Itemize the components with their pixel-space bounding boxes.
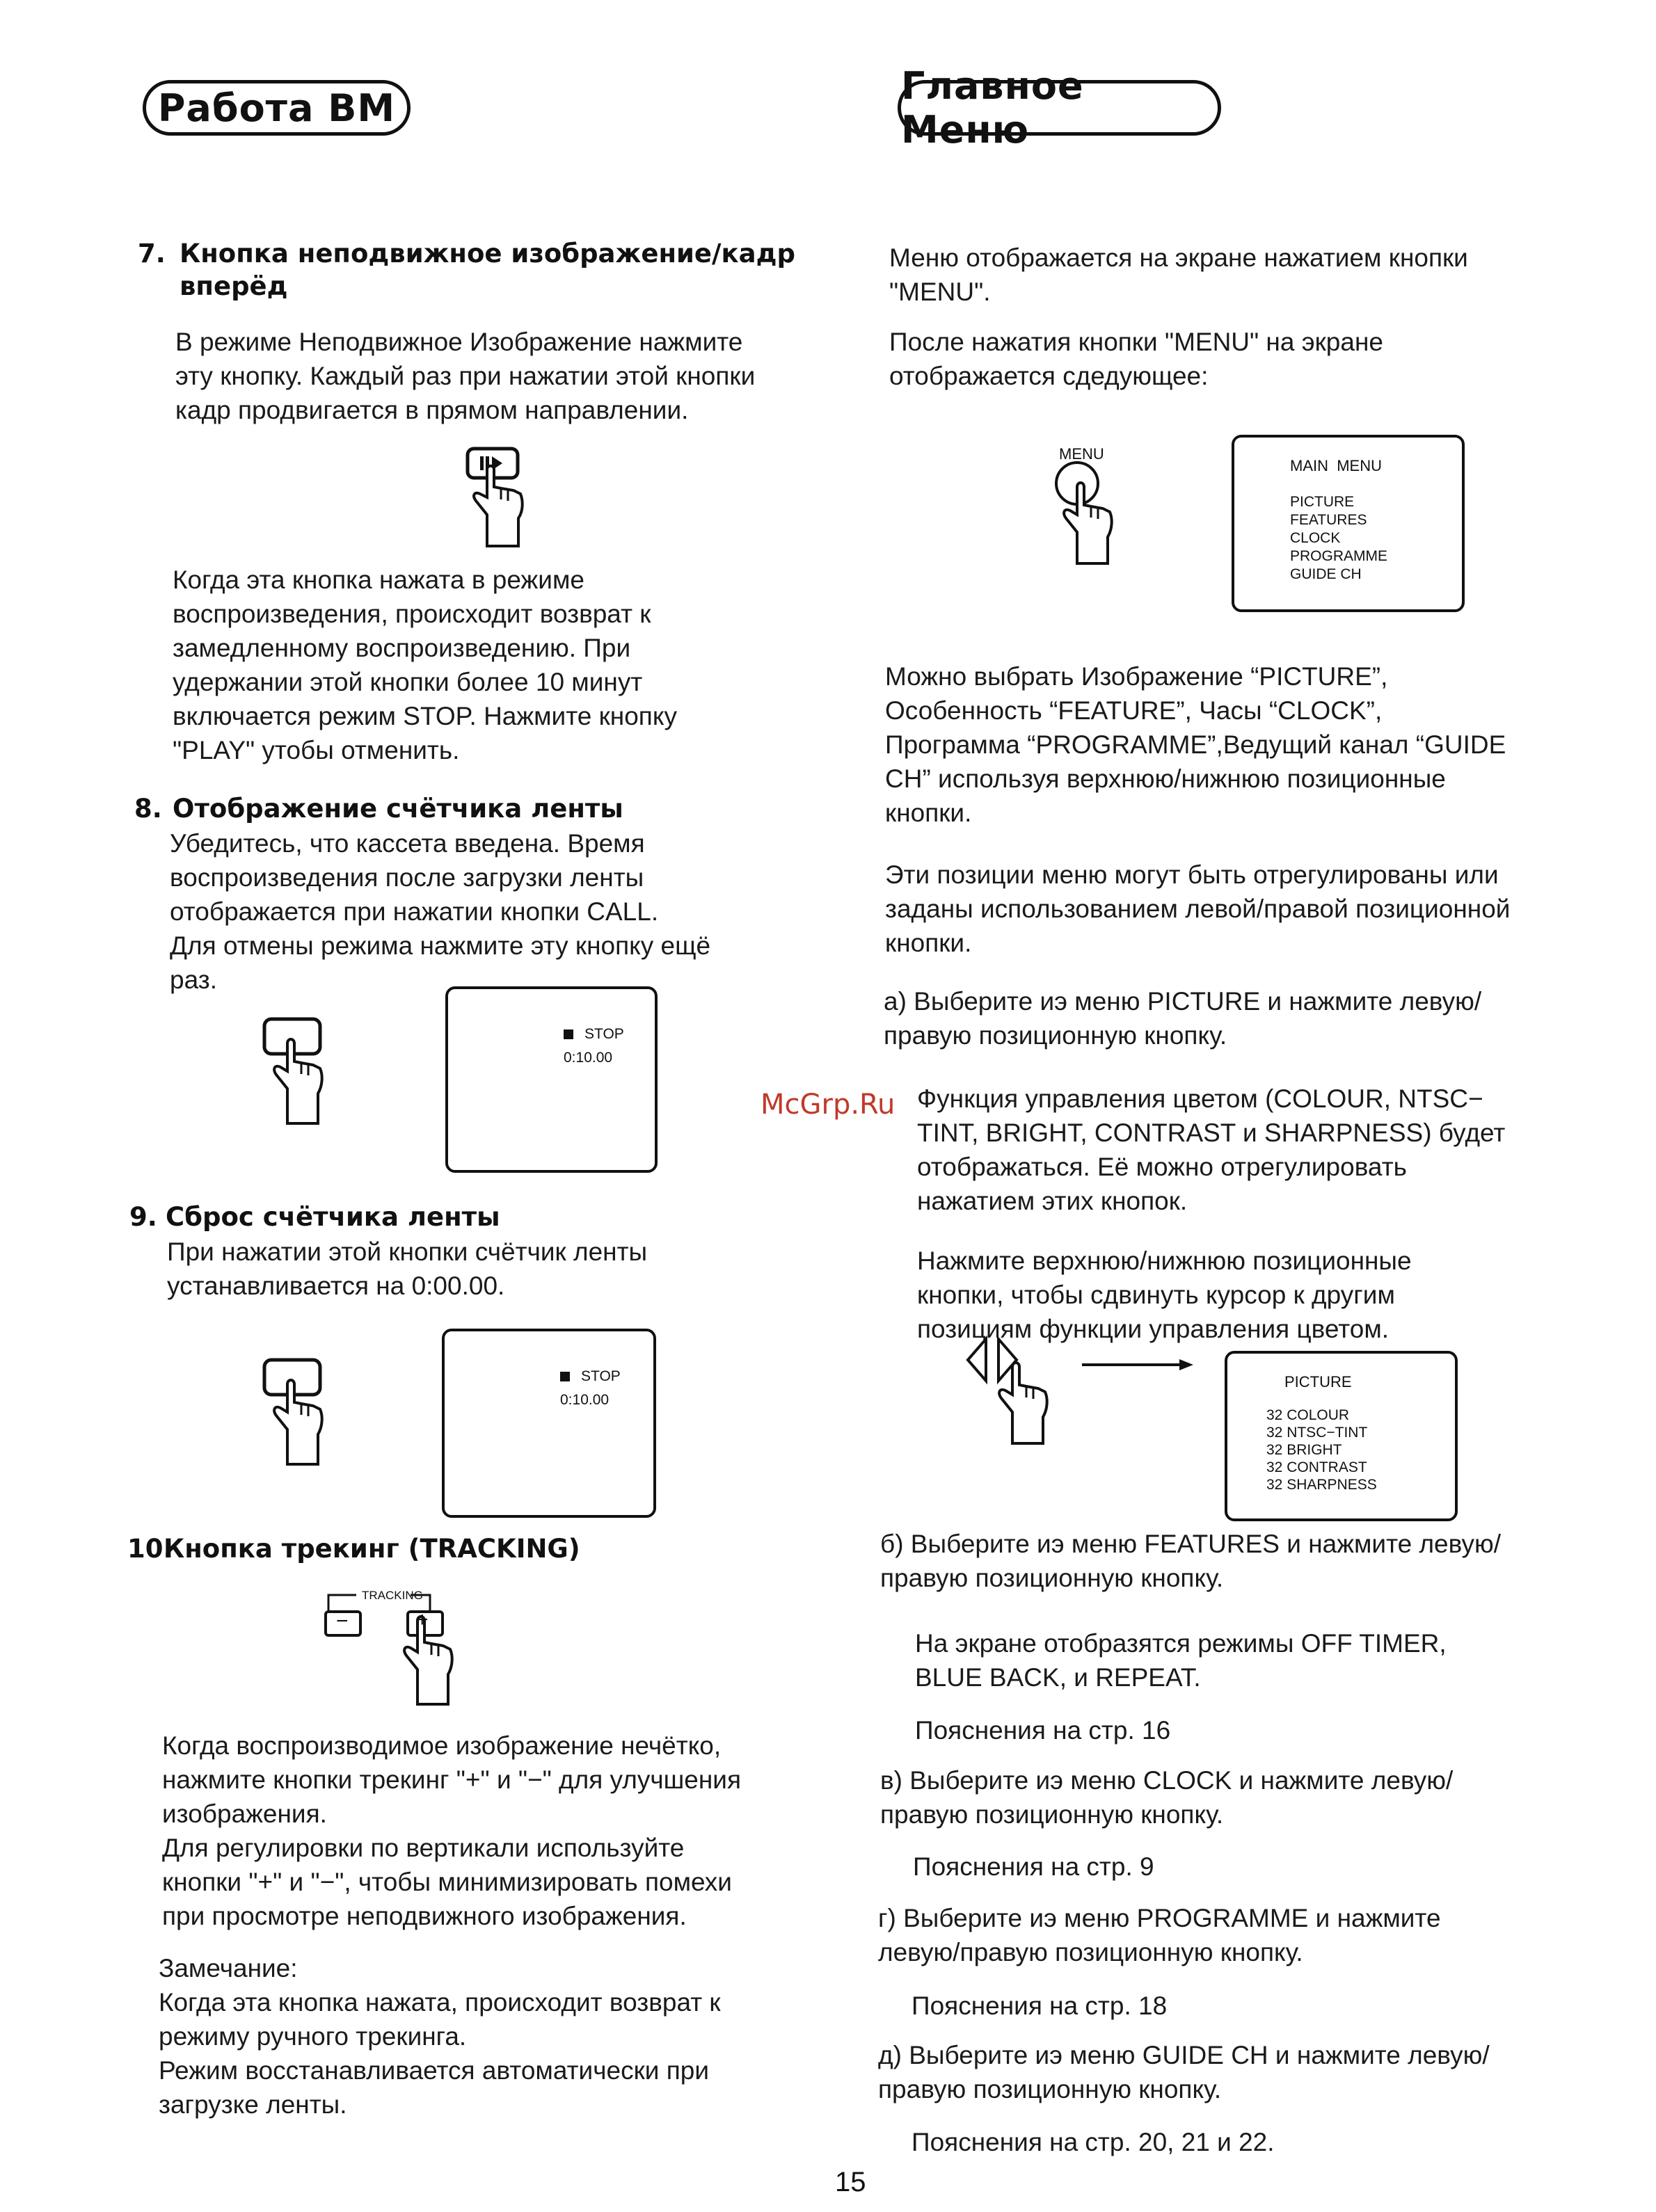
s7-title-line1: Кнопка неподвижное изображение/кадр [180,239,795,269]
call-button-diagram [261,1016,337,1127]
still-advance-button-diagram [459,445,543,550]
arrow-head [1179,1359,1193,1370]
s8-paragraph-1: Убедитесь, что кассета введена. Время воспроизведения после загрузки ленты отображается при нажатии кнопки CALL. Для отмены режима нажмите эту кнопку ещё раз. [170,829,711,994]
item-b: б) Выберите иэ меню FEATURES и нажмите левую/ правую позиционную кнопку. [880,1530,1501,1592]
main-menu-title: MAIN MENU [1290,457,1382,474]
section-header-right [898,64,1221,152]
s10-paragraph-2: Замечание: Когда эта кнопка нажата, происходит возврат к режиму ручного трекинга. Режим восстанавливается автоматически при загрузке ленты. [159,1954,721,2119]
hand-icon [999,1363,1047,1443]
s7-paragraph-2: Когда эта кнопка нажата в режиме воспроизведения, происходит возврат к замедленному воспроизведению. При удержании этой кнопки более 10 минут включается режим STOP. Нажмите кнопку "PLAY" утобы отменить. [173,566,677,764]
s7-number: 7. [138,239,166,269]
picture-menu-items: 32 COLOUR 32 NTSC−TINT 32 BRIGHT 32 CONTRAST 32 SHARPNESS [1266,1407,1377,1493]
tracking-minus-label: − [336,1610,349,1633]
tv-screen-counter-2 [442,1329,656,1518]
s10-paragraph-1: Когда воспроизводимое изображение нечётко, нажмите кнопки трекинг "+" и "−" для улучшения изображения. Для регулировки по вертикали используйте кнопки "+" и "−", чтобы минимизировать помехи при просмотре неподвижного изображения. [162,1731,741,1930]
tv-screen-counter-1 [445,986,658,1173]
stop-indicator-icon [564,1029,573,1039]
tv-screen-main-menu [1232,435,1465,612]
tv-screen-picture-menu [1225,1351,1458,1521]
item-d-reference: Пояснения на стр. 20, 21 и 22. [911,2128,1275,2156]
item-g-reference: Пояснения на стр. 18 [911,1991,1168,2020]
item-a-paragraph-1: Функция управления цветом (COLOUR, NTSC− TINT, BRIGHT, CONTRAST и SHARPNESS) будет отображаться. Её можно отрегулировать нажатием этих кнопок. [917,1084,1506,1215]
section-header-left-text: Работа ВМ [157,86,396,130]
section-header-right-text: Главное Меню [901,64,1084,152]
screen-time: 0:10.00 [564,1050,613,1066]
menu-intro-1: Меню отображается на экране нажатием кнопки "MENU". [889,243,1468,306]
menu-button-label: MENU [1059,445,1104,463]
left-right-buttons-diagram [964,1336,1200,1447]
s9-title: Сброс счётчика ленты [166,1202,500,1232]
watermark: McGrp.Ru [761,1089,895,1121]
menu-intro-2: После нажатия кнопки "MENU" на экране отображается сдедующее: [889,328,1383,390]
picture-menu-title: PICTURE [1284,1373,1352,1390]
s9-number: 9. [129,1202,157,1232]
counter-reset-button-diagram [261,1356,337,1468]
main-menu-items: PICTURE FEATURES CLOCK PROGRAMME GUIDE CH [1290,494,1388,582]
stop-indicator-icon [560,1372,570,1381]
item-d: д) Выберите иэ меню GUIDE CH и нажмите левую/ правую позиционную кнопку. [878,2041,1490,2103]
screen-status: STOP [584,1026,624,1042]
item-v-reference: Пояснения на стр. 9 [913,1852,1154,1881]
s9-paragraph-1: При нажатии этой кнопки счётчик ленты устанавливается на 0:00.00. [167,1237,648,1300]
s7-paragraph-1: В режиме Неподвижное Изображение нажмите эту кнопку. Каждый раз при нажатии этой кнопки кадр продвигается в прямом направлении. [175,328,756,424]
menu-paragraph-2: Эти позиции меню могут быть отрегулированы или заданы использованием левой/правой позиционной кнопки. [885,860,1511,957]
item-a: а) Выберите иэ меню PICTURE и нажмите левую/ правую позиционную кнопку. [884,987,1482,1050]
screen-status: STOP [581,1368,621,1384]
item-b-reference: Пояснения на стр. 16 [915,1716,1171,1745]
tracking-label: TRACKING [362,1589,423,1602]
item-a-paragraph-2: Нажмите верхнюю/нижнюю позиционные кнопки, чтобы сдвинуть курсор к другим позициям функции управления цветом. [917,1247,1412,1343]
menu-button-diagram [1051,452,1127,567]
screen-time: 0:10.00 [560,1392,610,1408]
s10-number: 10. [127,1534,173,1564]
page-number: 15 [835,2167,866,2197]
s8-number: 8. [134,794,162,824]
s8-title: Отображение счётчика ленты [173,794,623,824]
item-v: в) Выберите иэ меню CLOCK и нажмите левую/ правую позиционную кнопку. [880,1766,1454,1829]
left-arrow-button [968,1339,986,1381]
tracking-plus-label: + [416,1608,429,1631]
s7-title-line2: вперёд [180,271,288,301]
s10-title: Кнопка трекинг (TRACKING) [164,1534,580,1564]
section-header-left [143,80,411,136]
menu-paragraph-1: Можно выбрать Изображение “PICTURE”, Особенность “FEATURE”, Часы “CLOCK”, Программа “PROGRAMME”,Ведущий канал “GUIDE CH” используя верхнюю/нижнюю позиционные кнопки. [885,662,1506,827]
item-b-paragraph: На экране отобразятся режимы OFF TIMER, BLUE BACK, и REPEAT. [915,1629,1447,1692]
item-g: г) Выберите иэ меню PROGRAMME и нажмите левую/правую позиционную кнопку. [878,1904,1441,1966]
